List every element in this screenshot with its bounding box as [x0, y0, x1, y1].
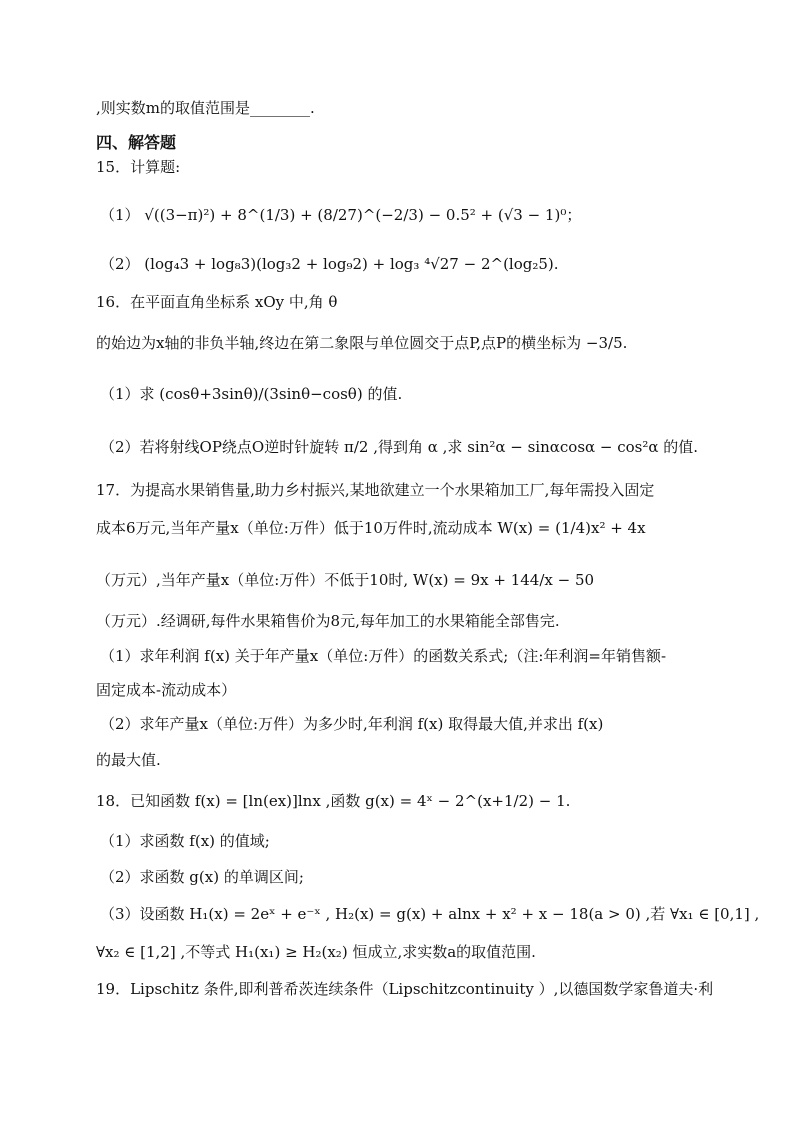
problem-18-part-3: （3）设函数 H₁(x) = 2eˣ + e⁻ˣ , H₂(x) = g(x) + alnx + x² + x − 18(a > 0) ,若 ∀x₁ ∈ [0,1] ,	[100, 905, 760, 923]
problem-16-title: 16．在平面直角坐标系 xOy 中,角 θ	[96, 293, 338, 311]
problem-17-part-2-tail: 的最大值.	[96, 751, 161, 769]
problem-17-part-1-note: 固定成本-流动成本）	[96, 681, 237, 699]
problem-17-price: （万元）.经调研,每件水果箱售价为8元,每年加工的水果箱能全部售完.	[96, 612, 560, 630]
problem-16-part-1: （1）求 (cosθ+3sinθ)/(3sinθ−cosθ) 的值.	[100, 385, 403, 403]
problem-17-cost-high: （万元）,当年产量x（单位:万件）不低于10时, W(x) = 9x + 144/x − 50	[96, 571, 595, 589]
problem-15-part-2: （2） (log₄3 + log₈3)(log₃2 + log₉2) + log₃ ⁴√27 − 2^(log₂5).	[100, 255, 559, 273]
section-heading: 四、解答题	[96, 133, 177, 152]
problem-18-part-2: （2）求函数 g(x) 的单调区间;	[100, 868, 304, 886]
problem-18-part-1: （1）求函数 f(x) 的值域;	[100, 832, 270, 850]
problem-17-cost-low: 成本6万元,当年产量x（单位:万件）低于10万件时,流动成本 W(x) = (1/4)x² + 4x	[96, 519, 646, 537]
problem-18-part-3-cont: ∀x₂ ∈ [1,2] ,不等式 H₁(x₁) ≥ H₂(x₂) 恒成立,求实数a的取值范围.	[96, 943, 536, 961]
problem-16-part-2: （2）若将射线OP绕点O逆时针旋转 π/2 ,得到角 α ,求 sin²α − sinαcosα − cos²α 的值.	[100, 438, 699, 456]
problem-17-part-1: （1）求年利润 f(x) 关于年产量x（单位:万件）的函数关系式;（注:年利润=年销售额-	[100, 647, 667, 665]
problem-17-title: 17．为提高水果销售量,助力乡村振兴,某地欲建立一个水果箱加工厂,每年需投入固定	[96, 481, 655, 499]
problem-19-title: 19．Lipschitz 条件,即利普希茨连续条件（Lipschitzcontinuity ）,以德国数学家鲁道夫·利	[96, 980, 714, 998]
problem-15-title: 15．计算题:	[96, 158, 181, 176]
problem-17-part-2: （2）求年产量x（单位:万件）为多少时,年利润 f(x) 取得最大值,并求出 f(x)	[100, 715, 604, 733]
problem-18-title: 18．已知函数 f(x) = [ln(ex)]lnx ,函数 g(x) = 4ˣ − 2^(x+1/2) − 1.	[96, 792, 571, 810]
problem-15-part-1: （1） √((3−π)²) + 8^(1/3) + (8/27)^(−2/3) − 0.5² + (√3 − 1)⁰；	[100, 206, 582, 224]
previous-problem-tail: ,则实数m的取值范围是________.	[96, 99, 315, 117]
problem-16-setup: 的始边为x轴的非负半轴,终边在第二象限与单位圆交于点P,点P的横坐标为 −3/5.	[96, 334, 628, 352]
